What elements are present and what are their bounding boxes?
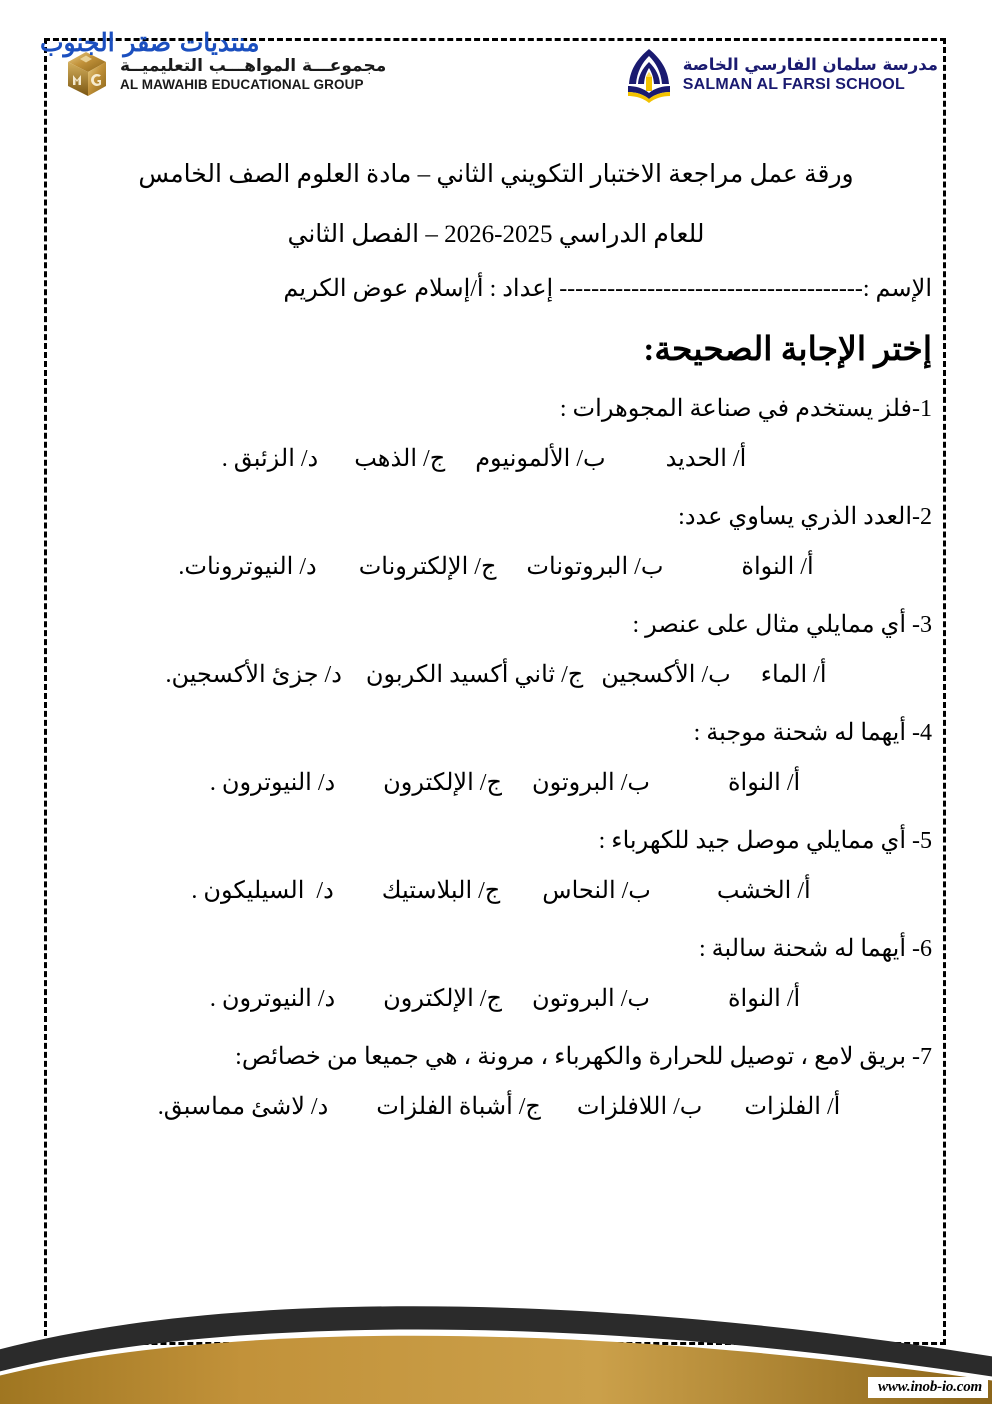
question-block bbox=[60, 931, 932, 1017]
question-block bbox=[60, 391, 932, 477]
question-options: أ/ الخشب ب/ النحاس ج/ البلاستيك د/ السيليكون . bbox=[191, 877, 811, 904]
question-options: أ/ الماء ب/ الأكسجين ج/ ثاني أكسيد الكربون د/ جزئ الأكسجين. bbox=[165, 661, 827, 688]
worksheet-title-line-2: للعام الدراسي 2025-2026 – الفصل الثاني bbox=[287, 220, 705, 248]
question-text: 4- أيهما له شحنة موجبة : bbox=[693, 719, 932, 746]
question-text: 5- أي ممايلي موصل جيد للكهرباء : bbox=[598, 827, 932, 854]
brand-al-mawahib-arabic: مجموعـــة المواهـــب التعليميــة bbox=[120, 55, 387, 76]
question-block bbox=[60, 715, 932, 801]
question-options: أ/ النواة ب/ البروتون ج/ الإلكترون د/ النيوترون . bbox=[209, 985, 801, 1012]
question-text: 2-العدد الذري يساوي عدد: bbox=[678, 503, 932, 530]
student-name-and-author-line: الإسم :-------------------------------------- إعداد : أ/إسلام عوض الكريم bbox=[283, 275, 932, 302]
question-text: 1-فلز يستخدم في صناعة المجوهرات : bbox=[559, 395, 932, 422]
brand-salman-al-farsi bbox=[624, 46, 938, 104]
question-block bbox=[60, 607, 932, 693]
question-options: أ/ الفلزات ب/ اللافلزات ج/ أشباة الفلزات د/ لاشئ مماسبق. bbox=[157, 1093, 841, 1120]
brand-al-mawahib-english: AL MAWAHIB EDUCATIONAL GROUP bbox=[120, 76, 364, 92]
question-block bbox=[60, 1039, 932, 1125]
brand-salman-al-farsi-text bbox=[683, 56, 938, 93]
site-watermark: www.inob-io.com bbox=[868, 1377, 988, 1398]
footer-decoration bbox=[0, 1274, 992, 1404]
worksheet-content bbox=[60, 158, 932, 1147]
question-text: 7- بريق لامع ، توصيل للحرارة والكهرباء ، مرونة ، هي جميعا من خصائص: bbox=[235, 1043, 932, 1070]
document-header bbox=[52, 46, 938, 122]
brand-al-mawahib-text bbox=[120, 55, 387, 92]
question-block bbox=[60, 499, 932, 585]
brand-salman-al-farsi-english: SALMAN AL FARSI SCHOOL bbox=[682, 76, 905, 94]
question-block bbox=[60, 823, 932, 909]
forum-watermark: منتديات صقر الجنوب bbox=[40, 28, 260, 57]
question-options: أ/ الحديد ب/ الألمونيوم ج/ الذهب د/ الزئبق . bbox=[221, 445, 747, 472]
worksheet-title-line-1: ورقة عمل مراجعة الاختبار التكويني الثاني – مادة العلوم الصف الخامس bbox=[138, 161, 854, 188]
question-text: 6- أيهما له شحنة سالبة : bbox=[699, 935, 932, 962]
question-options: أ/ النواة ب/ البروتون ج/ الإلكترون د/ النيوترون . bbox=[209, 769, 801, 796]
question-options: أ/ النواة ب/ البروتونات ج/ الإلكترونات د/ النيوترونات. bbox=[178, 553, 814, 580]
section-heading-choose-correct-answer: إختر الإجابة الصحيحة: bbox=[643, 331, 932, 368]
question-text: 3- أي ممايلي مثال على عنصر : bbox=[632, 611, 932, 638]
school-arch-book-logo-icon bbox=[624, 46, 674, 104]
brand-salman-al-farsi-arabic: مدرسة سلمان الفارسي الخاصة bbox=[682, 55, 938, 75]
